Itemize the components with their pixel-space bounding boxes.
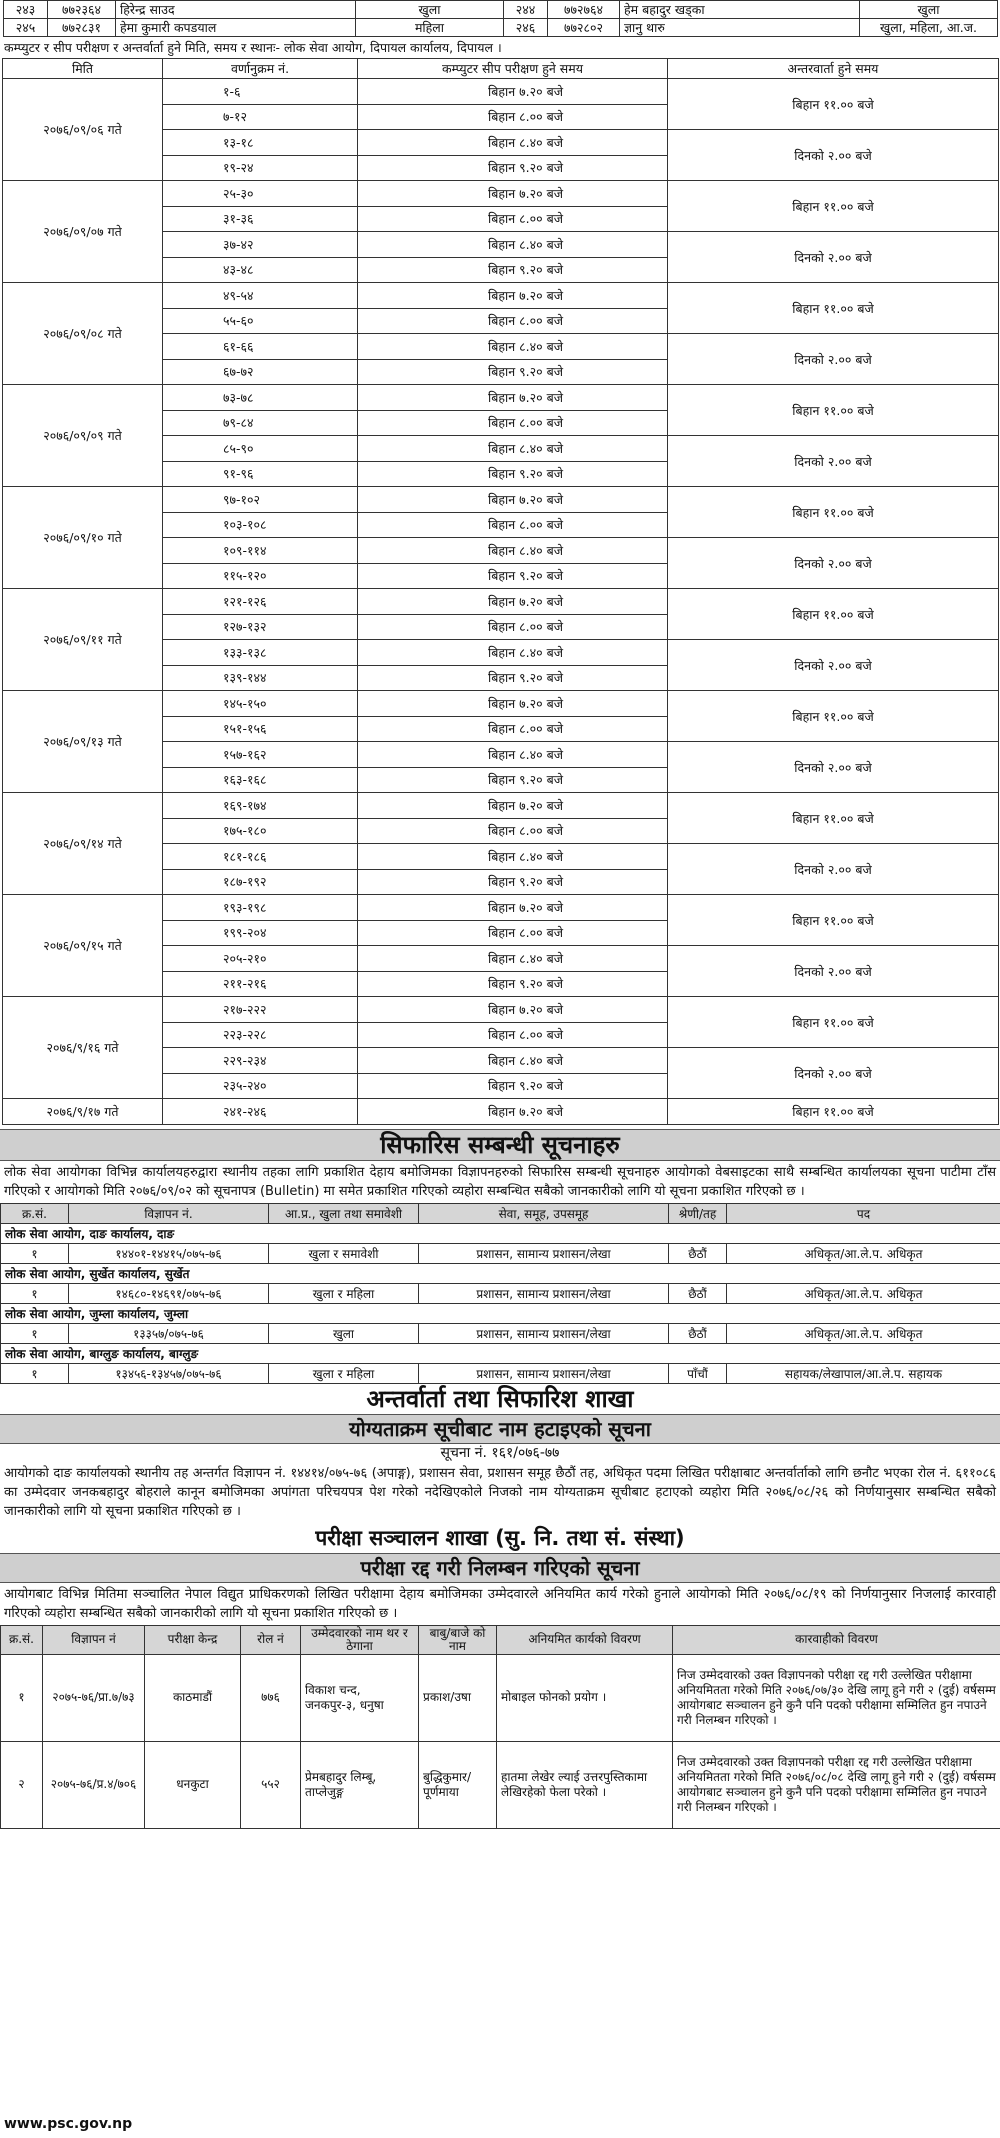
schedule-date: २०७६/०९/०६ गते xyxy=(3,79,163,181)
interview-branch-heading: अन्तर्वार्ता तथा सिफारिश शाखा xyxy=(366,1384,634,1413)
schedule-range: १३-१८ xyxy=(163,130,358,156)
schedule-range: १९-२४ xyxy=(163,155,358,181)
schedule-cs-time: बिहान ९.२० बजे xyxy=(358,563,668,589)
candidate-cell: ज्ञानु थारु xyxy=(620,19,860,37)
recommendation-cell: १ xyxy=(1,1283,69,1303)
schedule-range: ७-१२ xyxy=(163,104,358,130)
office-row xyxy=(1,1343,1000,1363)
schedule-cs-time: बिहान ८.४० बजे xyxy=(358,130,668,156)
schedule-cs-time: बिहान ८.४० बजे xyxy=(358,232,668,258)
office-row xyxy=(1,1263,1000,1283)
schedule-range: २११-२१६ xyxy=(163,971,358,997)
recommendation-row xyxy=(1,1243,1000,1263)
candidate-cell: ७७२८०२ xyxy=(548,19,620,37)
schedule-cs-time: बिहान ७.२० बजे xyxy=(358,997,668,1023)
recommendation-cell: प्रशासन, सामान्य प्रशासन/लेखा xyxy=(419,1243,669,1263)
schedule-range: १८७-१९२ xyxy=(163,869,358,895)
recommendation-cell: १४४०१-१४४१५/०७५-७६ xyxy=(69,1243,269,1263)
schedule-range: २५-३० xyxy=(163,181,358,207)
schedule-interview-time: बिहान ११.०० बजे xyxy=(668,895,999,946)
schedule-range: २२९-२३४ xyxy=(163,1048,358,1074)
schedule-interview-time: बिहान ११.०० बजे xyxy=(668,1099,999,1125)
schedule-range: ७९-८४ xyxy=(163,410,358,436)
recommendation-cell: छैठौं xyxy=(669,1243,727,1263)
schedule-range: ४९-५४ xyxy=(163,283,358,309)
suspension-cell: ७७६ xyxy=(241,1654,301,1741)
schedule-date: २०७६/०९/०७ गते xyxy=(3,181,163,283)
schedule-range: २४१-२४६ xyxy=(163,1099,358,1125)
schedule-range: १२१-१२६ xyxy=(163,589,358,615)
candidate-cell: महिला xyxy=(356,19,504,37)
schedule-cs-time: बिहान ८.४० बजे xyxy=(358,1048,668,1074)
schedule-row xyxy=(3,79,999,105)
schedule-range: २२३-२२८ xyxy=(163,1022,358,1048)
schedule-date: २०७६/०९/१३ गते xyxy=(3,691,163,793)
rec-col-post: पद xyxy=(727,1203,1000,1223)
schedule-cs-time: बिहान ७.२० बजे xyxy=(358,283,668,309)
suspension-banner: परीक्षा रद्द गरी निलम्बन गरिएको सूचना xyxy=(0,1553,1000,1583)
schedule-interview-time: दिनको २.०० बजे xyxy=(668,1048,999,1099)
recommendation-table xyxy=(0,1203,1000,1384)
schedule-cs-time: बिहान ७.२० बजे xyxy=(358,895,668,921)
col-range: वर्णानुक्रम नं. xyxy=(163,59,358,79)
schedule-range: १९९-२०४ xyxy=(163,920,358,946)
schedule-interview-time: दिनको २.०० बजे xyxy=(668,946,999,997)
recommendation-cell: खुला xyxy=(269,1323,419,1343)
schedule-range: १५७-१६२ xyxy=(163,742,358,768)
col-date: मिति xyxy=(3,59,163,79)
schedule-range: ६७-७२ xyxy=(163,359,358,385)
recommendation-cell: १ xyxy=(1,1363,69,1383)
schedule-cs-time: बिहान ८.४० बजे xyxy=(358,742,668,768)
schedule-range: ३७-४२ xyxy=(163,232,358,258)
office-row xyxy=(1,1223,1000,1243)
suspension-cell: २०७५-७६/प्रा.७/७३ xyxy=(43,1654,145,1741)
suspension-col-header: उम्मेदवारको नाम थर र ठेगाना xyxy=(301,1625,419,1654)
schedule-range: ९७-१०२ xyxy=(163,487,358,513)
schedule-interview-time: बिहान ११.०० बजे xyxy=(668,691,999,742)
schedule-row xyxy=(3,283,999,309)
schedule-cs-time: बिहान ७.२० बजे xyxy=(358,691,668,717)
schedule-row xyxy=(3,997,999,1023)
schedule-range: ९१-९६ xyxy=(163,461,358,487)
col-cs-time: कम्प्युटर सीप परीक्षण हुने समय xyxy=(358,59,668,79)
schedule-cs-time: बिहान ९.२० बजे xyxy=(358,767,668,793)
candidate-cell: २४६ xyxy=(504,19,548,37)
suspension-row xyxy=(1,1741,1000,1828)
name-removal-banner: योग्यताक्रम सूचीबाट नाम हटाइएको सूचना xyxy=(0,1414,1000,1444)
schedule-range: १८१-१८६ xyxy=(163,844,358,870)
schedule-table xyxy=(2,58,999,1125)
suspension-col-header: बाबु/बाजे को नाम xyxy=(419,1625,497,1654)
schedule-range: ११५-१२० xyxy=(163,563,358,589)
rec-col-level: श्रेणी/तह xyxy=(669,1203,727,1223)
suspension-cell: २०७५-७६/प्र.४/७०६ xyxy=(43,1741,145,1828)
schedule-row xyxy=(3,691,999,717)
schedule-cs-time: बिहान ८.४० बजे xyxy=(358,538,668,564)
recommendation-cell: पाँचौं xyxy=(669,1363,727,1383)
candidate-cell: हेमा कुमारी कपडयाल xyxy=(116,19,356,37)
suspension-col-header: परीक्षा केन्द्र xyxy=(145,1625,241,1654)
schedule-interview-time: दिनको २.०० बजे xyxy=(668,844,999,895)
candidate-cell: ७७२७६४ xyxy=(548,1,620,19)
office-row xyxy=(1,1303,1000,1323)
schedule-cs-time: बिहान ८.४० बजे xyxy=(358,436,668,462)
schedule-cs-time: बिहान ७.२० बजे xyxy=(358,181,668,207)
schedule-cs-time: बिहान ८.०० बजे xyxy=(358,206,668,232)
rec-col-adv: विज्ञापन नं. xyxy=(69,1203,269,1223)
recommendation-cell: १ xyxy=(1,1323,69,1343)
schedule-cs-time: बिहान ८.४० बजे xyxy=(358,334,668,360)
recommendation-cell: खुला र महिला xyxy=(269,1363,419,1383)
candidate-list-table xyxy=(3,0,998,37)
schedule-interview-time: बिहान ११.०० बजे xyxy=(668,487,999,538)
footer-url[interactable]: www.psc.gov.np xyxy=(4,2116,133,2132)
office-name: लोक सेवा आयोग, जुम्ला कार्यालय, जुम्ला xyxy=(1,1303,1000,1323)
recommendation-cell: १३३५७/०७५-७६ xyxy=(69,1323,269,1343)
schedule-cs-time: बिहान ७.२० बजे xyxy=(358,487,668,513)
schedule-cs-time: बिहान ८.०० बजे xyxy=(358,1022,668,1048)
schedule-range: ४३-४८ xyxy=(163,257,358,283)
recommendation-cell: अधिकृत/आ.ले.प. अधिकृत xyxy=(727,1283,1000,1303)
candidate-cell: २४५ xyxy=(4,19,48,37)
schedule-cs-time: बिहान ८.०० बजे xyxy=(358,716,668,742)
schedule-cs-time: बिहान ८.४० बजे xyxy=(358,640,668,666)
schedule-date: २०७६/९/१७ गते xyxy=(3,1099,163,1125)
suspension-cell: प्रेमबहादुर लिम्बू, ताप्लेजुङ्ग xyxy=(301,1741,419,1828)
schedule-interview-time: बिहान ११.०० बजे xyxy=(668,181,999,232)
candidate-cell: हिरेन्द्र साउद xyxy=(116,1,356,19)
candidate-cell: हेम बहादुर खड्का xyxy=(620,1,860,19)
schedule-range: १९३-१९८ xyxy=(163,895,358,921)
schedule-cs-time: बिहान ९.२० बजे xyxy=(358,155,668,181)
suspension-cell: विकाश चन्द, जनकपुर-३, धनुषा xyxy=(301,1654,419,1741)
schedule-interview-time: बिहान ११.०० बजे xyxy=(668,589,999,640)
schedule-range: १३९-१४४ xyxy=(163,665,358,691)
schedule-range: ८५-९० xyxy=(163,436,358,462)
schedule-row xyxy=(3,487,999,513)
name-removal-paragraph: आयोगको दाङ कार्यालयको स्थानीय तह अन्तर्गत विज्ञापन नं. १४४१४/०७५-७६ (अपाङ्ग), प्रशासन सेवा, प्रशासन समूह छैठौं तह, अधिकृत पदमा लिखित परीक्षाबाट अन्तर्वार्ताको लागि छनौट भएका रोल नं. ६११०८६ का उम्मेदवार जनकबहादुर बोहराले कानून बमोजिमका अपांगता परिचयपत्र पेश गरेको नदेखिएकोले निजको नाम योग्यताक्रम सूचीबाट हटाएको व्यहोरा मिति २०७६/०८/२६ को निर्णयानुसार सम्बन्धित सबैको जानकारीको लागि यो सूचना प्रकाशित गरिएको छ । xyxy=(4,1465,996,1519)
candidate-row xyxy=(4,1,998,19)
candidate-cell: खुला, महिला, आ.ज. xyxy=(860,19,998,37)
recommendation-cell: १३४५६-१३४५७/०७५-७६ xyxy=(69,1363,269,1383)
suspension-col-header: अनियमित कार्यको विवरण xyxy=(497,1625,673,1654)
schedule-date: २०७६/०९/१० गते xyxy=(3,487,163,589)
suspension-cell: १ xyxy=(1,1654,43,1741)
schedule-cs-time: बिहान ९.२० बजे xyxy=(358,869,668,895)
suspension-col-header: कारवाहीको विवरण xyxy=(673,1625,1000,1654)
suspension-cell: प्रकाश/उषा xyxy=(419,1654,497,1741)
schedule-range: १४५-१५० xyxy=(163,691,358,717)
suspension-table xyxy=(0,1625,1000,1829)
recommendation-cell: छैठौं xyxy=(669,1283,727,1303)
schedule-row xyxy=(3,895,999,921)
schedule-range: ३१-३६ xyxy=(163,206,358,232)
candidate-cell: २४३ xyxy=(4,1,48,19)
recommendation-cell: सहायक/लेखापाल/आ.ले.प. सहायक xyxy=(727,1363,1000,1383)
recommendation-cell: खुला र समावेशी xyxy=(269,1243,419,1263)
suspension-cell: काठमाडौं xyxy=(145,1654,241,1741)
schedule-cs-time: बिहान ७.२० बजे xyxy=(358,79,668,105)
schedule-interview-time: दिनको २.०० बजे xyxy=(668,640,999,691)
recommendation-row xyxy=(1,1323,1000,1343)
schedule-interview-time: बिहान ११.०० बजे xyxy=(668,793,999,844)
office-name: लोक सेवा आयोग, सुर्खेत कार्यालय, सुर्खेत xyxy=(1,1263,1000,1283)
schedule-interview-time: बिहान ११.०० बजे xyxy=(668,79,999,130)
office-name: लोक सेवा आयोग, दाङ कार्यालय, दाङ xyxy=(1,1223,1000,1243)
schedule-row xyxy=(3,793,999,819)
schedule-interview-time: बिहान ११.०० बजे xyxy=(668,385,999,436)
rec-col-sn: क्र.सं. xyxy=(1,1203,69,1223)
candidate-cell: ७७२८३१ xyxy=(48,19,116,37)
schedule-row xyxy=(3,181,999,207)
schedule-cs-time: बिहान ८.०० बजे xyxy=(358,614,668,640)
recommendation-cell: १४६८०-१४६९१/०७५-७६ xyxy=(69,1283,269,1303)
recommendation-cell: खुला र महिला xyxy=(269,1283,419,1303)
schedule-interview-time: दिनको २.०० बजे xyxy=(668,742,999,793)
schedule-row xyxy=(3,385,999,411)
schedule-date: २०७६/९/१६ गते xyxy=(3,997,163,1099)
schedule-range: १३३-१३८ xyxy=(163,640,358,666)
recommendation-cell: १ xyxy=(1,1243,69,1263)
schedule-cs-time: बिहान ८.४० बजे xyxy=(358,946,668,972)
schedule-range: २०५-२१० xyxy=(163,946,358,972)
schedule-cs-time: बिहान ८.०० बजे xyxy=(358,818,668,844)
schedule-range: १०९-११४ xyxy=(163,538,358,564)
suspension-cell: निज उम्मेदवारको उक्त विज्ञापनको परीक्षा रद्द गरी उल्लेखित परीक्षामा अनियमितता गरेको मिति २०७६/०७/३० देखि लागू हुने गरी २ (दुई) वर्षसम्म आयोगबाट सञ्चालन हुने कुनै पनि पदको परीक्षामा सम्मिलित हुन नपाउने गरी निलम्बन गरिएको । xyxy=(673,1654,1000,1741)
recommendation-row xyxy=(1,1283,1000,1303)
schedule-interview-time: दिनको २.०० बजे xyxy=(668,334,999,385)
suspension-cell: निज उम्मेदवारको उक्त विज्ञापनको परीक्षा रद्द गरी उल्लेखित परीक्षामा अनियमितता गरेको मिति २०७६/०८/०८ देखि लागू हुने गरी २ (दुई) वर्षसम्म आयोगबाट सञ्चालन हुने कुनै पनि पदको परीक्षामा सम्मिलित हुन नपाउने गरी निलम्बन गरिएको । xyxy=(673,1741,1000,1828)
schedule-interview-time: दिनको २.०० बजे xyxy=(668,538,999,589)
candidate-cell: ७७२३६४ xyxy=(48,1,116,19)
schedule-cs-time: बिहान ९.२० बजे xyxy=(358,1073,668,1099)
exam-branch-heading: परीक्षा सञ्चालन शाखा (सु. नि. तथा सं. संस्था) xyxy=(315,1525,685,1550)
schedule-location-line: कम्प्युटर र सीप परीक्षण र अन्तर्वार्ता हुने मिति, समय र स्थानः- लोक सेवा आयोग, दिपायल कार्यालय, दिपायल । xyxy=(4,40,502,55)
suspension-col-header: रोल नं xyxy=(241,1625,301,1654)
schedule-range: ६१-६६ xyxy=(163,334,358,360)
rec-col-category: आ.प्र., खुला तथा समावेशी xyxy=(269,1203,419,1223)
schedule-range: २३५-२४० xyxy=(163,1073,358,1099)
recommendation-cell: अधिकृत/आ.ले.प. अधिकृत xyxy=(727,1323,1000,1343)
suspension-col-header: क्र.सं. xyxy=(1,1625,43,1654)
schedule-range: १७५-१८० xyxy=(163,818,358,844)
schedule-date: २०७६/०९/०८ गते xyxy=(3,283,163,385)
recommendation-cell: प्रशासन, सामान्य प्रशासन/लेखा xyxy=(419,1363,669,1383)
schedule-interview-time: बिहान ११.०० बजे xyxy=(668,997,999,1048)
schedule-cs-time: बिहान ८.०० बजे xyxy=(358,104,668,130)
schedule-date: २०७६/०९/११ गते xyxy=(3,589,163,691)
schedule-cs-time: बिहान ८.०० बजे xyxy=(358,308,668,334)
schedule-range: १५१-१५६ xyxy=(163,716,358,742)
rec-col-service: सेवा, समूह, उपसमूह xyxy=(419,1203,669,1223)
schedule-range: १६९-१७४ xyxy=(163,793,358,819)
suspension-row xyxy=(1,1654,1000,1741)
schedule-cs-time: बिहान ७.२० बजे xyxy=(358,1099,668,1125)
schedule-date: २०७६/०९/१४ गते xyxy=(3,793,163,895)
office-name: लोक सेवा आयोग, बाग्लुङ कार्यालय, बाग्लुङ xyxy=(1,1343,1000,1363)
candidate-cell: खुला xyxy=(860,1,998,19)
recommendation-row xyxy=(1,1363,1000,1383)
schedule-interview-time: बिहान ११.०० बजे xyxy=(668,283,999,334)
schedule-cs-time: बिहान ९.२० बजे xyxy=(358,665,668,691)
suspension-col-header: विज्ञापन नं xyxy=(43,1625,145,1654)
schedule-range: १०३-१०८ xyxy=(163,512,358,538)
suspension-cell: ५५२ xyxy=(241,1741,301,1828)
suspension-cell: मोबाइल फोनको प्रयोग । xyxy=(497,1654,673,1741)
col-interview-time: अन्तरवार्ता हुने समय xyxy=(668,59,999,79)
schedule-range: ७३-७८ xyxy=(163,385,358,411)
schedule-range: २१७-२२२ xyxy=(163,997,358,1023)
schedule-interview-time: दिनको २.०० बजे xyxy=(668,436,999,487)
recommendation-banner: सिफारिस सम्बन्धी सूचनाहरु xyxy=(0,1129,1000,1161)
schedule-cs-time: बिहान ८.०० बजे xyxy=(358,512,668,538)
candidate-cell: खुला xyxy=(356,1,504,19)
candidate-row xyxy=(4,19,998,37)
schedule-interview-time: दिनको २.०० बजे xyxy=(668,130,999,181)
suspension-cell: २ xyxy=(1,1741,43,1828)
suspension-paragraph: आयोगबाट विभिन्न मितिमा सञ्चालित नेपाल विद्युत प्राधिकरणको लिखित परीक्षामा देहाय बमोजिमका उम्मेदवारले अनियमित कार्य गरेको हुनाले आयोगको मिति २०७६/०८/१९ को निर्णयानुसार निजलाई कारवाही गरिएको व्यहोरा सम्बन्धित सबैको जानकारीको लागि यो सूचना प्रकाशित गरिएको छ । xyxy=(4,1586,996,1621)
schedule-date: २०७६/०९/०९ गते xyxy=(3,385,163,487)
recommendation-cell: प्रशासन, सामान्य प्रशासन/लेखा xyxy=(419,1323,669,1343)
schedule-cs-time: बिहान ९.२० बजे xyxy=(358,971,668,997)
schedule-row xyxy=(3,589,999,615)
schedule-cs-time: बिहान ८.०० बजे xyxy=(358,410,668,436)
recommendation-cell: प्रशासन, सामान्य प्रशासन/लेखा xyxy=(419,1283,669,1303)
schedule-range: ५५-६० xyxy=(163,308,358,334)
schedule-range: १६३-१६८ xyxy=(163,767,358,793)
schedule-cs-time: बिहान ९.२० बजे xyxy=(358,359,668,385)
schedule-date: २०७६/०९/१५ गते xyxy=(3,895,163,997)
schedule-cs-time: बिहान ७.२० बजे xyxy=(358,385,668,411)
schedule-cs-time: बिहान ८.४० बजे xyxy=(358,844,668,870)
candidate-cell: २४४ xyxy=(504,1,548,19)
schedule-range: १-६ xyxy=(163,79,358,105)
notice-number: सूचना नं. १६१/०७६-७७ xyxy=(440,1444,560,1461)
recommendation-cell: अधिकृत/आ.ले.प. अधिकृत xyxy=(727,1243,1000,1263)
suspension-cell: हातमा लेखेर ल्याई उत्तरपुस्तिकामा लेखिरहेको फेला परेको । xyxy=(497,1741,673,1828)
recommendation-paragraph: लोक सेवा आयोगका विभिन्न कार्यालयहरुद्वारा स्थानीय तहका लागि प्रकाशित देहाय बमोजिमका विज्ञापनहरुको सिफारिस सम्बन्धी सूचनाहरु आयोगको वेबसाइटका साथै सम्बन्धित कार्यालयका सूचना पाटीमा टाँस गरिएको र आयोगको मिति २०७६/०९/०२ को सूचनापत्र (Bulletin) मा समेत प्रकाशित गरिएको व्यहोरा सम्बन्धित सबैको जानकारीको लागि यो सूचना प्रकाशित गरिएको छ । xyxy=(4,1164,996,1199)
schedule-cs-time: बिहान ७.२० बजे xyxy=(358,793,668,819)
suspension-cell: धनकुटा xyxy=(145,1741,241,1828)
schedule-cs-time: बिहान ९.२० बजे xyxy=(358,257,668,283)
schedule-row xyxy=(3,1099,999,1125)
schedule-interview-time: दिनको २.०० बजे xyxy=(668,232,999,283)
schedule-cs-time: बिहान ७.२० बजे xyxy=(358,589,668,615)
schedule-cs-time: बिहान ८.०० बजे xyxy=(358,920,668,946)
schedule-cs-time: बिहान ९.२० बजे xyxy=(358,461,668,487)
suspension-cell: बुद्धिकुमार/पूर्णमाया xyxy=(419,1741,497,1828)
schedule-range: १२७-१३२ xyxy=(163,614,358,640)
recommendation-cell: छैठौं xyxy=(669,1323,727,1343)
